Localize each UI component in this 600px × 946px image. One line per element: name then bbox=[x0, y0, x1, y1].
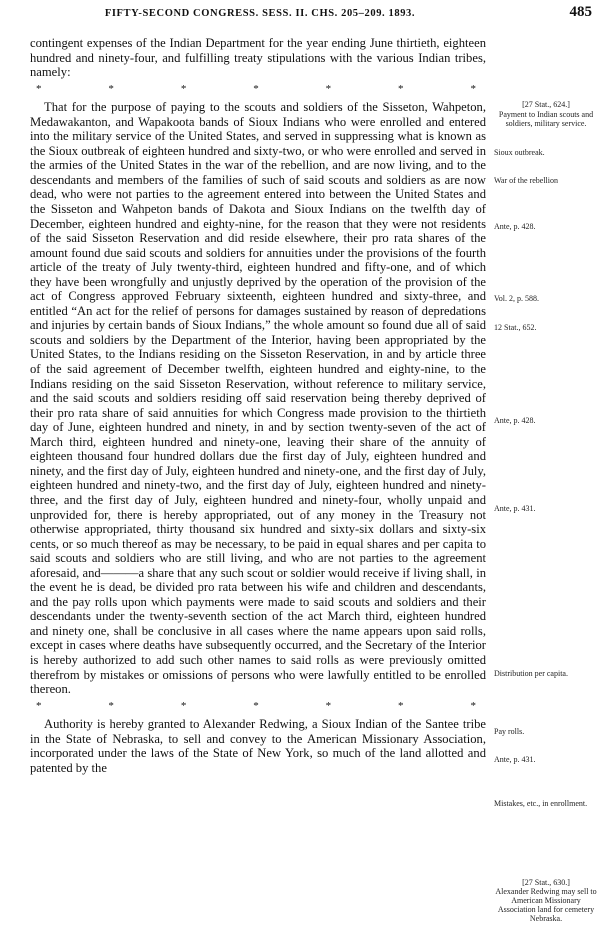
margin-note-mistakes: Mistakes, etc., in enrollment. bbox=[494, 799, 588, 808]
star: * bbox=[398, 699, 404, 712]
star: * bbox=[470, 699, 476, 712]
star: * bbox=[180, 82, 187, 95]
star: * bbox=[398, 82, 404, 95]
star: * bbox=[253, 82, 259, 95]
margin-note-sioux-outbreak: Sioux outbreak. bbox=[494, 148, 545, 157]
section-break-stars bbox=[30, 699, 486, 714]
margin-note-ante: Ante, p. 428. bbox=[494, 222, 536, 231]
margin-note-statute-ref: [27 Stat., 624.] bbox=[522, 100, 570, 109]
redwing-paragraph: Authority is hereby granted to Alexander Redwing, a Sioux Indian of the Santee tribe in the State of Nebraska, to sell and convey to the American Missionary Association, incorporated under the laws of the State of New York, so much of the land allotted and patented by the bbox=[30, 717, 486, 775]
page-number: 485 bbox=[569, 4, 592, 20]
intro-paragraph: contingent expenses of the Indian Department for the year ending June thirtieth, eighteen hundred and ninety-four, and fulfilling treaty stipulations with the various Indian tribes, namely: bbox=[30, 36, 486, 80]
margin-note-redwing: Alexander Redwing may sell to American Missionary Association land for cemetery Nebraska. bbox=[495, 887, 597, 923]
star: * bbox=[36, 82, 42, 95]
running-header bbox=[0, 4, 600, 24]
scouts-soldiers-paragraph: That for the purpose of paying to the scouts and soldiers of the Sisseton, Wahpeton, Medawakanton, and Wapakoota bands of Sioux Indians who were enrolled and entered into the military service of the United States, and served in suppressing what is known as the Sioux outbreak of eighteen hundred and sixty-two, or who were enrolled and served in the armies of the United States in the war of the rebellion, and are now living, and to the descendants and members of the families of such of said scouts and soldiers as are now dead, who were not parties to the agreement entered into between the United States and the Sisseton and Wahpeton bands of Dakota and Sioux Indians on the twelfth day of December, eighteen hundred and eighty-nine, for the reason that they were not residents of the said Sisseton Reservation and did reside elsewhere, their pro rata shares of the amount found due said scouts and soldiers for annuities under the provisions of the fourth article of the treaty of July twenty-third, eighteen hundred and fifty-one, and of which they have been wrongfully and unjustly deprived by the operation of the provision of the act of Congress approved February sixteenth, eighteen hundred and sixty-three, and entitled “An act for the relief of persons for damages sustained by reason of depredations and injuries by certain bands of Sioux Indians,” the whole amount so found due all of said scouts and soldiers by the Department of the Interior, having been appropriated by the United States, to the Indians residing on the Sisseton Reservation, in and by article three of the said agreement of December twelfth, eighteen hundred and eighty-nine, to the Indians residing on the said Sisseton Reservation, without reference to military service, and the said scouts and soldiers residing off said reservation being thereby deprived of their pro rata share of said annuities for which Congress made provision to the thirtieth day of June, eighteen hundred and ninety, in and by section twenty-seven of the act of March third, eighteen hundred and ninety-one, leaving their share of the annuity of eighteen thousand four hundred dollars due the first day of July, eighteen hundred and ninety, and the first day of July, eighteen hundred and ninety-one, and the first day of July, eighteen hundred and ninety-two, and the first day of July, eighteen hundred and ninety-three, and the first day of July, eighteen hundred and ninety-four, wholly unpaid and unprovided for, there is hereby appropriated, out of any money in the Treasury not otherwise appropriated, thirty thousand six hundred and sixty-six dollars and sixty-six cents, or so much thereof as may be necessary, to be paid in equal shares and per capita to said scouts and soldiers who are still living, and who are not parties to the agreement aforesaid, and———a share that any such scout or soldier would receive if living shall, in the event he is dead, be divided pro rata between his wife and children and descendants, and the pay rolls upon which payments were made to said scouts and soldiers and their descendants under the twenty-seventh section of the act March third, eighteen hundred and ninety one, shall be conclusive in all cases where the name appears upon said rolls, except in cases where deaths have subsequently occurred, and the Secretary of the Interior is hereby authorized to add such other names to said rolls as were previously omitted therefrom by mistakes or omissions of persons who were lawfully entitled to be enrolled thereon. bbox=[30, 100, 486, 697]
margin-note-statute-ref: [27 Stat., 630.] bbox=[522, 878, 570, 887]
margin-note-stat: 12 Stat., 652. bbox=[494, 323, 537, 332]
section-break-stars bbox=[30, 82, 486, 97]
margin-note-ante: Ante, p. 431. bbox=[494, 504, 536, 513]
star: * bbox=[470, 82, 476, 95]
star: * bbox=[325, 82, 332, 95]
star: * bbox=[36, 699, 42, 712]
margin-note-pay-rolls: Pay rolls. bbox=[494, 727, 525, 736]
star: * bbox=[253, 699, 259, 712]
margin-note-ante: Ante, p. 428. bbox=[494, 416, 536, 425]
star: * bbox=[108, 699, 114, 712]
star: * bbox=[180, 699, 187, 712]
running-title: FIFTY-SECOND CONGRESS. SESS. II. CHS. 205–209. 1893. bbox=[104, 8, 416, 19]
margin-note-vol: Vol. 2, p. 588. bbox=[494, 294, 539, 303]
margin-note-distribution: Distribution per capita. bbox=[494, 669, 568, 678]
margin-note-payment: Payment to Indian scouts and soldiers, military service. bbox=[498, 110, 594, 128]
margin-note-ante: Ante, p. 431. bbox=[494, 755, 536, 764]
margin-note-war-rebellion: War of the rebellion bbox=[494, 176, 558, 185]
star: * bbox=[325, 699, 332, 712]
star: * bbox=[108, 82, 114, 95]
statute-text bbox=[30, 36, 486, 775]
